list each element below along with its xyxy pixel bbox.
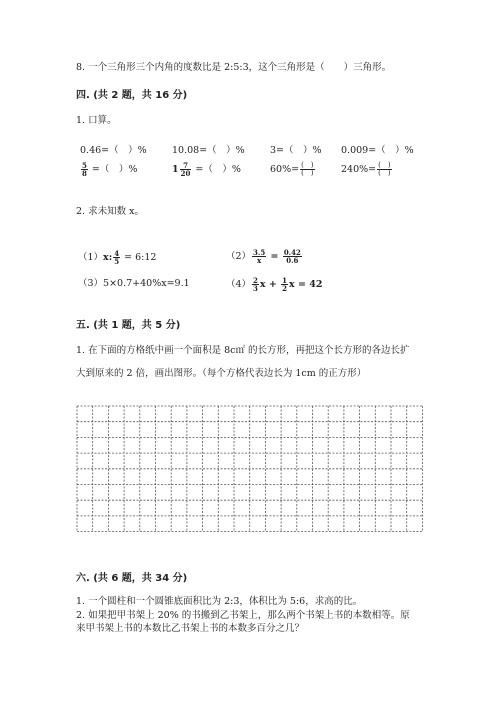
kousuan-r2c2-tail: =（ ）% <box>192 164 241 175</box>
question-8: 8. 一个三角形三个内角的度数比是 2:5:3，这个三角形是（ ）三角形。 <box>76 62 392 73</box>
denominator: x <box>257 256 262 265</box>
mixed-whole: 1 <box>172 164 179 175</box>
kousuan-r1c4: 0.009=（ ）% <box>341 145 414 156</box>
fraction <box>252 277 259 292</box>
section-4-heading: 四. (共 2 题，共 16 分) <box>76 90 188 101</box>
section-6-q2-line1: 2. 如果把甲书架上 20% 的书搬到乙书架上，那么两个书架上书的本数相等。原 <box>76 610 410 621</box>
fraction <box>81 162 88 177</box>
denominator: 0.6 <box>286 256 299 265</box>
numerator: 4 <box>114 249 120 258</box>
fraction <box>180 162 192 177</box>
numerator: ( ) <box>301 161 314 169</box>
section-6-q2-line2: 来甲书架上书的本数比乙书架上书的本数多百分之几？ <box>76 623 305 634</box>
section-5-q1-line1: 1. 在下面的方格纸中画一个面积是 8c㎡ 的长方形，再把这个长方形的各边长扩 <box>76 345 410 356</box>
denominator: ( ) <box>301 169 314 177</box>
fraction <box>113 250 120 265</box>
section-4-q2-label: 2. 求未知数 x。 <box>76 206 144 217</box>
denominator: 20 <box>180 169 191 178</box>
section-4-q1-label: 1. 口算。 <box>76 115 117 126</box>
fraction <box>252 249 266 264</box>
fraction <box>377 162 391 177</box>
kousuan-r1c1: 0.46=（ ）% <box>80 145 147 156</box>
equation-1-a: x: <box>103 252 113 263</box>
fraction <box>300 162 314 177</box>
numerator: 5 <box>82 161 87 170</box>
denominator: ( ) <box>378 169 391 177</box>
numerator: 2 <box>253 276 258 285</box>
section-6-heading: 六. (共 6 题，共 34 分) <box>76 573 188 584</box>
numerator: 1 <box>282 276 288 285</box>
kousuan-r2c4-lead: 240%= <box>341 164 377 175</box>
denominator: 5 <box>114 257 120 266</box>
equation-1-tail: = 6:12 <box>121 252 157 263</box>
square-grid-paper[interactable] <box>76 405 424 543</box>
equation-2-lead: （2） <box>226 251 252 262</box>
equals-sign: = <box>267 251 282 262</box>
equation-3: （3）5×0.7+40%x=9.1 <box>78 278 190 289</box>
kousuan-r2c1-tail: =（ ）% <box>88 164 138 175</box>
section-6-q1: 1. 一个圆柱和一个圆锥底面积比为 2:3，体积比为 5:6，求高的比。 <box>76 596 363 607</box>
equation-2 <box>226 249 303 264</box>
fraction <box>281 277 288 292</box>
kousuan-r2c3-lead: 60%= <box>270 164 300 175</box>
numerator: 7 <box>180 162 192 170</box>
kousuan-r2c2 <box>172 162 241 177</box>
equation-1 <box>78 250 156 265</box>
denominator: 3 <box>253 284 258 293</box>
denominator: 2 <box>282 284 288 293</box>
kousuan-r1c2: 10.08=（ ）% <box>172 145 245 156</box>
section-5-heading: 五. (共 1 题，共 5 分) <box>76 320 181 331</box>
section-5-q1-line2: 大到原来的 2 倍，画出图形。（每个方格代表边长为 1cm 的正方形） <box>76 368 367 379</box>
equation-1-lead: （1） <box>78 252 104 263</box>
numerator: 3.5 <box>253 248 266 257</box>
equation-4-lead: （4） <box>226 279 252 290</box>
numerator: ( ) <box>378 161 391 169</box>
fraction <box>283 249 302 264</box>
kousuan-r2c1 <box>80 162 137 177</box>
equation-4 <box>226 277 323 292</box>
kousuan-r2c4 <box>341 162 393 177</box>
denominator: 8 <box>82 169 87 178</box>
kousuan-r1c3: 3=（ ）% <box>270 145 322 156</box>
kousuan-r2c3 <box>270 162 316 177</box>
equation-4-mid: x + <box>259 279 281 290</box>
equation-4-tail: x = 42 <box>289 279 323 290</box>
numerator: 0.42 <box>283 248 301 257</box>
